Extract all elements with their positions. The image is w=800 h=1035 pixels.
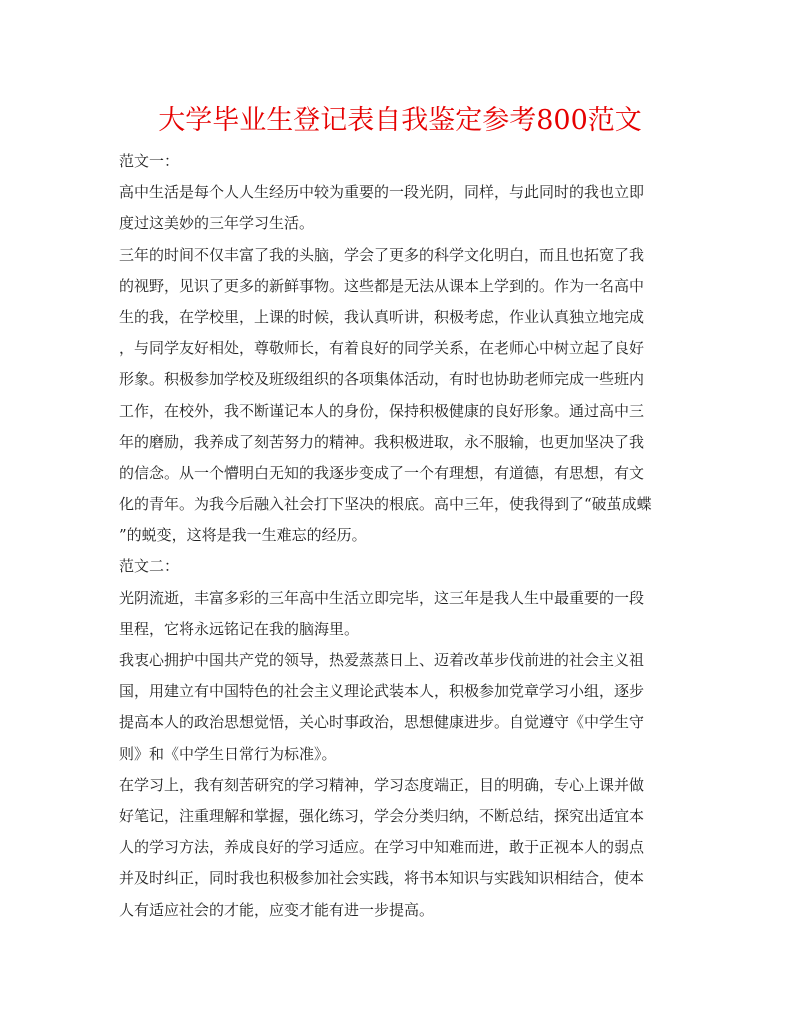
- body-line: 的视野，见识了更多的新鲜事物。这些都是无法从课本上学到的。作为一名高中: [119, 276, 645, 295]
- body-line: 的信念。从一个懵明白无知的我逐步变成了一个有理想，有道德，有思想，有文: [119, 463, 645, 482]
- body-line: 则》和《中学生日常行为标准》。: [119, 744, 337, 763]
- body-line: 好笔记，注重理解和掌握，强化练习，学会分类归纳，不断总结，探究出适宜本: [119, 806, 645, 825]
- body-line: 度过这美妙的三年学习生活。: [119, 214, 315, 233]
- body-line: 里程，它将永远铭记在我的脑海里。: [119, 619, 360, 638]
- document-title: 大学毕业生登记表自我鉴定参考800范文: [158, 105, 642, 136]
- body-line: 工作，在校外，我不断谨记本人的身份，保持积极健康的良好形象。通过高中三: [119, 401, 645, 420]
- body-line: 生的我，在学校里，上课的时候，我认真听讲，积极考虑，作业认真独立地完成: [119, 307, 645, 326]
- document-body: [119, 146, 681, 926]
- section-heading-2: 范文二：: [119, 557, 180, 576]
- body-line: 光阴流逝，丰富多彩的三年高中生活立即完毕，这三年是我人生中最重要的一段: [119, 588, 645, 607]
- body-line: 年的磨励，我养成了刻苦努力的精神。我积极进取，永不服输，也更加坚决了我: [119, 432, 645, 451]
- body-line: 国，用建立有中国特色的社会主义理论武装本人，积极参加党章学习小组，逐步: [119, 682, 645, 701]
- body-line: 在学习上，我有刻苦研究的学习精神，学习态度端正，目的明确，专心上课并做: [119, 775, 645, 794]
- body-line: 形象。积极参加学校及班级组织的各项集体活动，有时也协助老师完成一些班内: [119, 370, 645, 389]
- body-line: ，与同学友好相处，尊敬师长，有着良好的同学关系，在老师心中树立起了良好: [119, 339, 645, 358]
- body-line: 化的青年。为我今后融入社会打下坚决的根底。高中三年，使我得到了“破茧成蝶: [119, 495, 652, 514]
- body-line: 三年的时间不仅丰富了我的头脑，学会了更多的科学文化明白，而且也拓宽了我: [119, 245, 645, 264]
- body-line: 人的学习方法，养成良好的学习适应。在学习中知难而进，敢于正视本人的弱点: [119, 838, 645, 857]
- body-line: 高中生活是每个人人生经历中较为重要的一段光阴，同样，与此同时的我也立即: [119, 183, 645, 202]
- body-line: 并及时纠正，同时我也积极参加社会实践，将书本知识与实践知识相结合，使本: [119, 869, 645, 888]
- section-heading-1: 范文一：: [119, 152, 180, 170]
- body-line: 我衷心拥护中国共产党的领导，热爱蒸蒸日上、迈着改革步伐前进的社会主义祖: [119, 651, 645, 669]
- body-line: ”的蜕变，这将是我一生难忘的经历。: [119, 526, 367, 545]
- body-line: 提高本人的政治思想觉悟，关心时事政治，思想健康进步。自觉遵守《中学生守: [119, 713, 645, 732]
- body-line: 人有适应社会的才能，应变才能有进一步提高。: [119, 900, 435, 919]
